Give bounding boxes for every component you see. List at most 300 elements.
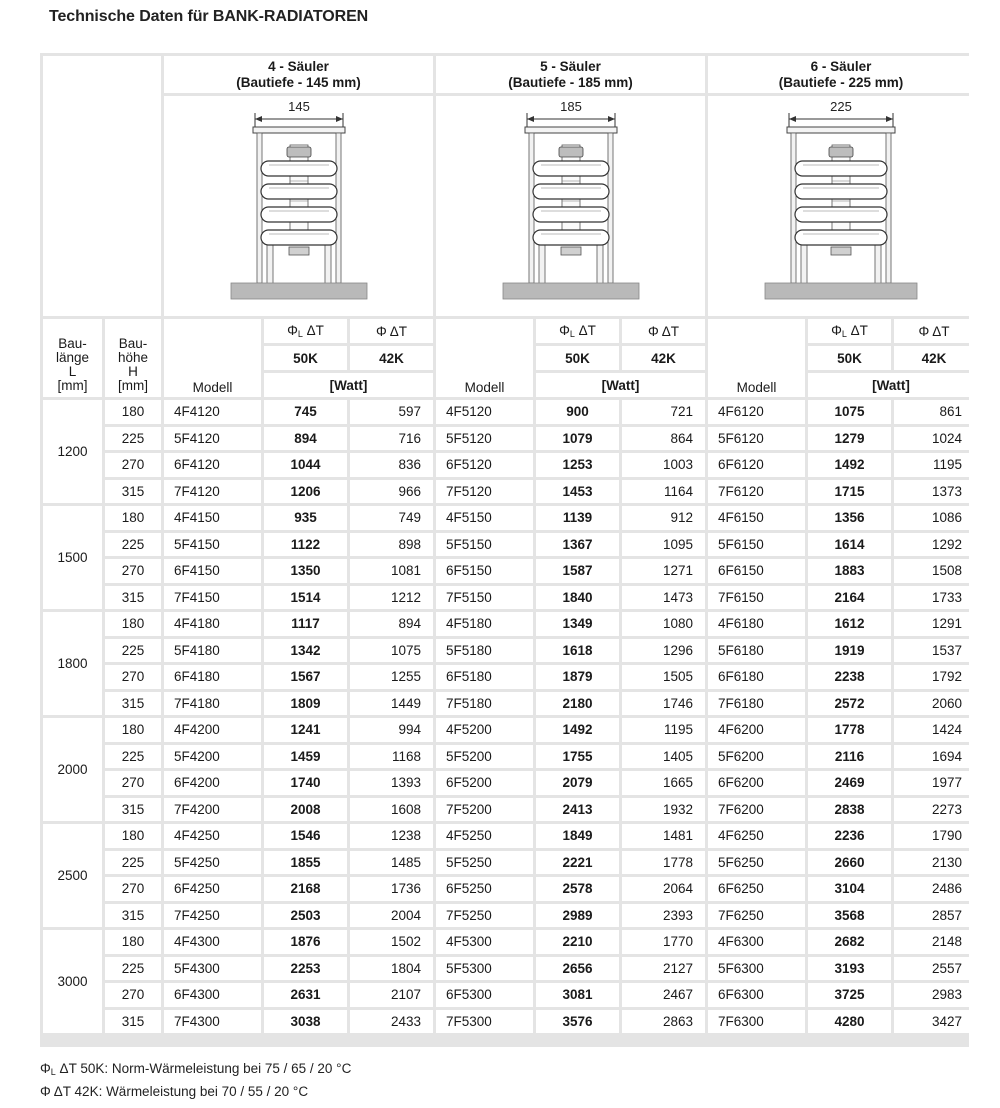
table-row [43, 798, 974, 822]
phi-l-50k-cell: 1740 [264, 771, 347, 795]
model-cell: 5F4250 [164, 851, 261, 875]
table-row [43, 586, 974, 610]
phi-l-50k-cell: 2164 [808, 586, 891, 610]
phi-42k-cell: 1164 [622, 480, 705, 504]
phi-l-50k-cell: 2660 [808, 851, 891, 875]
model-cell: 6F6120 [708, 453, 805, 477]
model-cell: 5F6150 [708, 533, 805, 557]
phi-42k-cell: 1296 [622, 639, 705, 663]
phi-42k-cell: 1238 [350, 824, 433, 848]
phi-42k-cell: 898 [350, 533, 433, 557]
phi-l-header: $\Phi_L$ ΔT [264, 319, 347, 343]
model-cell: 4F5200 [436, 718, 533, 742]
phi-l-50k-cell: 1079 [536, 427, 619, 451]
phi-l-50k-cell: 1883 [808, 559, 891, 583]
page-title: Technische Daten für BANK-RADIATOREN [49, 8, 369, 25]
phi-l-50k-cell: 3568 [808, 904, 891, 928]
phi-l-50k-cell: 894 [264, 427, 347, 451]
dt-42k-header: 42K [622, 346, 705, 370]
phi-l-50k-cell: 1514 [264, 586, 347, 610]
model-cell: 4F5250 [436, 824, 533, 848]
phi-l-50k-cell: 2253 [264, 957, 347, 981]
table-row [43, 851, 974, 875]
model-cell: 4F4150 [164, 506, 261, 530]
phi-header: Φ ΔT [350, 319, 433, 343]
phi-42k-cell: 1393 [350, 771, 433, 795]
phi-42k-cell: 836 [350, 453, 433, 477]
phi-l-50k-cell: 2503 [264, 904, 347, 928]
depth-dimension-label: 185 [559, 99, 582, 114]
model-cell: 7F4250 [164, 904, 261, 928]
phi-42k-cell: 864 [622, 427, 705, 451]
model-cell: 7F6180 [708, 692, 805, 716]
height-cell: 315 [105, 480, 161, 504]
model-cell: 6F5250 [436, 877, 533, 901]
phi-42k-cell: 1608 [350, 798, 433, 822]
length-cell: 2000 [43, 718, 102, 821]
phi-l-50k-cell: 1139 [536, 506, 619, 530]
phi-l-50k-cell: 2413 [536, 798, 619, 822]
table-row [43, 718, 974, 742]
phi-42k-cell: 2130 [894, 851, 974, 875]
height-cell: 225 [105, 957, 161, 981]
model-cell: 6F5300 [436, 983, 533, 1007]
length-cell: 1500 [43, 506, 102, 609]
phi-42k-cell: 2857 [894, 904, 974, 928]
phi-l-50k-cell: 1840 [536, 586, 619, 610]
model-cell: 7F4200 [164, 798, 261, 822]
phi-l-50k-cell: 1715 [808, 480, 891, 504]
phi-42k-cell: 2148 [894, 930, 974, 954]
table-row [43, 771, 974, 795]
model-cell: 7F6300 [708, 1010, 805, 1034]
table-row [43, 612, 974, 636]
model-cell: 4F5180 [436, 612, 533, 636]
phi-l-50k-cell: 1253 [536, 453, 619, 477]
model-cell: 5F4150 [164, 533, 261, 557]
height-cell: 315 [105, 904, 161, 928]
phi-42k-cell: 861 [894, 400, 974, 424]
phi-l-50k-cell: 1546 [264, 824, 347, 848]
phi-l-50k-cell: 2989 [536, 904, 619, 928]
model-cell: 6F6180 [708, 665, 805, 689]
model-cell: 7F4150 [164, 586, 261, 610]
model-cell: 6F5200 [436, 771, 533, 795]
phi-l-50k-cell: 3038 [264, 1010, 347, 1034]
phi-42k-cell: 2433 [350, 1010, 433, 1034]
phi-l-50k-cell: 1279 [808, 427, 891, 451]
height-cell: 180 [105, 612, 161, 636]
height-cell: 315 [105, 1010, 161, 1034]
phi-l-50k-cell: 2682 [808, 930, 891, 954]
phi-l-50k-cell: 2210 [536, 930, 619, 954]
phi-42k-cell: 1424 [894, 718, 974, 742]
phi-l-50k-cell: 3193 [808, 957, 891, 981]
phi-42k-cell: 3427 [894, 1010, 974, 1034]
model-cell: 4F5150 [436, 506, 533, 530]
phi-42k-cell: 966 [350, 480, 433, 504]
corner-cell [43, 56, 161, 316]
watt-unit-header: [Watt] [808, 373, 974, 397]
phi-l-50k-cell: 1849 [536, 824, 619, 848]
phi-l-50k-cell: 1614 [808, 533, 891, 557]
height-cell: 270 [105, 559, 161, 583]
phi-42k-cell: 2486 [894, 877, 974, 901]
dt-42k-header: 42K [350, 346, 433, 370]
group-header-5: 5 - Säuler (Bautiefe - 185 mm) [436, 56, 705, 93]
phi-42k-cell: 1168 [350, 745, 433, 769]
phi-42k-cell: 1080 [622, 612, 705, 636]
table-row [43, 427, 974, 451]
model-cell: 4F6300 [708, 930, 805, 954]
phi-l-50k-cell: 1453 [536, 480, 619, 504]
phi-l-50k-cell: 1117 [264, 612, 347, 636]
height-cell: 270 [105, 771, 161, 795]
phi-l-50k-cell: 2116 [808, 745, 891, 769]
phi-l-50k-cell: 1459 [264, 745, 347, 769]
phi-42k-cell: 1212 [350, 586, 433, 610]
phi-l-50k-cell: 1755 [536, 745, 619, 769]
model-cell: 4F6150 [708, 506, 805, 530]
table-row [43, 824, 974, 848]
phi-42k-cell: 1086 [894, 506, 974, 530]
model-cell: 7F6150 [708, 586, 805, 610]
height-cell: 270 [105, 665, 161, 689]
model-cell: 6F5120 [436, 453, 533, 477]
model-cell: 5F4200 [164, 745, 261, 769]
phi-l-50k-cell: 2238 [808, 665, 891, 689]
phi-42k-cell: 2004 [350, 904, 433, 928]
model-cell: 5F6120 [708, 427, 805, 451]
phi-l-50k-cell: 2168 [264, 877, 347, 901]
phi-l-50k-cell: 2180 [536, 692, 619, 716]
phi-42k-cell: 1770 [622, 930, 705, 954]
radiator-diagram-6 [708, 96, 974, 316]
phi-42k-cell: 2127 [622, 957, 705, 981]
phi-42k-cell: 1473 [622, 586, 705, 610]
table-row [43, 665, 974, 689]
phi-l-50k-cell: 2838 [808, 798, 891, 822]
phi-l-50k-cell: 2236 [808, 824, 891, 848]
phi-42k-cell: 2557 [894, 957, 974, 981]
phi-l-50k-cell: 1567 [264, 665, 347, 689]
model-cell: 5F6200 [708, 745, 805, 769]
model-cell: 5F6300 [708, 957, 805, 981]
group-header-6: 6 - Säuler (Bautiefe - 225 mm) [708, 56, 974, 93]
phi-42k-cell: 1449 [350, 692, 433, 716]
phi-l-50k-cell: 1492 [808, 453, 891, 477]
height-cell: 315 [105, 692, 161, 716]
model-cell: 7F4120 [164, 480, 261, 504]
table-row [43, 930, 974, 954]
footnote-1: $\Phi_L$ ΔT 50K: Norm-Wärmeleistung bei 75 / 65 / 20 °C [40, 1061, 352, 1077]
phi-42k-cell: 1792 [894, 665, 974, 689]
phi-42k-cell: 1195 [622, 718, 705, 742]
phi-42k-cell: 1804 [350, 957, 433, 981]
phi-l-50k-cell: 1612 [808, 612, 891, 636]
phi-l-50k-cell: 1044 [264, 453, 347, 477]
phi-42k-cell: 2393 [622, 904, 705, 928]
model-cell: 4F6120 [708, 400, 805, 424]
model-cell: 6F6200 [708, 771, 805, 795]
model-cell: 6F4180 [164, 665, 261, 689]
model-cell: 7F5250 [436, 904, 533, 928]
model-cell: 7F6200 [708, 798, 805, 822]
phi-42k-cell: 1778 [622, 851, 705, 875]
phi-l-50k-cell: 935 [264, 506, 347, 530]
model-cell: 6F6300 [708, 983, 805, 1007]
height-cell: 225 [105, 639, 161, 663]
model-cell: 5F4120 [164, 427, 261, 451]
height-cell: 270 [105, 877, 161, 901]
model-cell: 7F4180 [164, 692, 261, 716]
phi-l-50k-cell: 2079 [536, 771, 619, 795]
phi-42k-cell: 1746 [622, 692, 705, 716]
phi-42k-cell: 2863 [622, 1010, 705, 1034]
phi-42k-cell: 1977 [894, 771, 974, 795]
height-cell: 270 [105, 453, 161, 477]
phi-42k-cell: 1508 [894, 559, 974, 583]
phi-42k-cell: 1405 [622, 745, 705, 769]
model-header-6: Modell [708, 319, 805, 397]
phi-42k-cell: 1736 [350, 877, 433, 901]
radiator-diagram-5 [436, 96, 705, 316]
height-cell: 225 [105, 533, 161, 557]
height-cell: 180 [105, 824, 161, 848]
model-cell: 4F6180 [708, 612, 805, 636]
phi-l-50k-cell: 3725 [808, 983, 891, 1007]
model-cell: 5F6180 [708, 639, 805, 663]
model-cell: 7F5120 [436, 480, 533, 504]
phi-42k-cell: 2273 [894, 798, 974, 822]
phi-l-50k-cell: 1367 [536, 533, 619, 557]
phi-42k-cell: 912 [622, 506, 705, 530]
model-cell: 4F4300 [164, 930, 261, 954]
phi-l-header: $\Phi_L$ ΔT [536, 319, 619, 343]
model-cell: 4F5300 [436, 930, 533, 954]
phi-l-50k-cell: 1349 [536, 612, 619, 636]
phi-l-50k-cell: 4280 [808, 1010, 891, 1034]
phi-l-50k-cell: 1342 [264, 639, 347, 663]
phi-l-50k-cell: 1876 [264, 930, 347, 954]
phi-42k-cell: 2107 [350, 983, 433, 1007]
phi-l-50k-cell: 1855 [264, 851, 347, 875]
phi-42k-cell: 1291 [894, 612, 974, 636]
model-cell: 6F4150 [164, 559, 261, 583]
phi-42k-cell: 1373 [894, 480, 974, 504]
model-cell: 4F5120 [436, 400, 533, 424]
height-cell: 315 [105, 798, 161, 822]
footnote-2: Φ ΔT 42K: Wärmeleistung bei 70 / 55 / 20 °C [40, 1084, 309, 1099]
phi-l-50k-cell: 2578 [536, 877, 619, 901]
model-cell: 5F5120 [436, 427, 533, 451]
phi-42k-cell: 1733 [894, 586, 974, 610]
model-cell: 5F5150 [436, 533, 533, 557]
phi-42k-cell: 1502 [350, 930, 433, 954]
model-cell: 5F5300 [436, 957, 533, 981]
table-row [43, 400, 974, 424]
model-cell: 4F4200 [164, 718, 261, 742]
model-header-5: Modell [436, 319, 533, 397]
phi-l-50k-cell: 1492 [536, 718, 619, 742]
height-header: Bau- höhe H [mm] [105, 319, 161, 397]
phi-l-50k-cell: 1356 [808, 506, 891, 530]
phi-42k-cell: 1932 [622, 798, 705, 822]
table-row [43, 559, 974, 583]
phi-42k-cell: 1537 [894, 639, 974, 663]
model-cell: 6F6150 [708, 559, 805, 583]
model-cell: 7F6250 [708, 904, 805, 928]
phi-42k-cell: 1195 [894, 453, 974, 477]
height-cell: 180 [105, 718, 161, 742]
phi-l-50k-cell: 2469 [808, 771, 891, 795]
model-cell: 6F5150 [436, 559, 533, 583]
phi-l-50k-cell: 1778 [808, 718, 891, 742]
dt-50k-header: 50K [808, 346, 891, 370]
phi-42k-cell: 1003 [622, 453, 705, 477]
phi-42k-cell: 1505 [622, 665, 705, 689]
phi-l-50k-cell: 1241 [264, 718, 347, 742]
phi-l-50k-cell: 1618 [536, 639, 619, 663]
phi-42k-cell: 1081 [350, 559, 433, 583]
table-row [43, 533, 974, 557]
phi-l-50k-cell: 1206 [264, 480, 347, 504]
model-cell: 7F5180 [436, 692, 533, 716]
length-cell: 1800 [43, 612, 102, 715]
table-row [43, 639, 974, 663]
height-cell: 225 [105, 745, 161, 769]
table-row [43, 957, 974, 981]
phi-l-50k-cell: 745 [264, 400, 347, 424]
model-cell: 5F4300 [164, 957, 261, 981]
table-row [43, 904, 974, 928]
phi-42k-cell: 994 [350, 718, 433, 742]
phi-header: Φ ΔT [894, 319, 974, 343]
height-cell: 180 [105, 930, 161, 954]
phi-l-50k-cell: 1809 [264, 692, 347, 716]
length-cell: 2500 [43, 824, 102, 927]
dt-42k-header: 42K [894, 346, 974, 370]
phi-42k-cell: 1024 [894, 427, 974, 451]
height-cell: 180 [105, 506, 161, 530]
model-cell: 5F4180 [164, 639, 261, 663]
group-header-4: 4 - Säuler (Bautiefe - 145 mm) [164, 56, 433, 93]
model-cell: 6F5180 [436, 665, 533, 689]
length-cell: 1200 [43, 400, 102, 503]
model-header-4: Modell [164, 319, 261, 397]
phi-42k-cell: 1095 [622, 533, 705, 557]
phi-42k-cell: 1292 [894, 533, 974, 557]
phi-l-50k-cell: 3081 [536, 983, 619, 1007]
model-cell: 6F4120 [164, 453, 261, 477]
phi-42k-cell: 1271 [622, 559, 705, 583]
watt-unit-header: [Watt] [264, 373, 433, 397]
phi-42k-cell: 1075 [350, 639, 433, 663]
model-cell: 4F4250 [164, 824, 261, 848]
table-row [43, 480, 974, 504]
phi-l-50k-cell: 1350 [264, 559, 347, 583]
model-cell: 7F4300 [164, 1010, 261, 1034]
phi-l-50k-cell: 3104 [808, 877, 891, 901]
phi-42k-cell: 1665 [622, 771, 705, 795]
table-row [43, 877, 974, 901]
phi-42k-cell: 1481 [622, 824, 705, 848]
phi-l-50k-cell: 2008 [264, 798, 347, 822]
model-cell: 5F5180 [436, 639, 533, 663]
phi-42k-cell: 1255 [350, 665, 433, 689]
table-row [43, 453, 974, 477]
phi-42k-cell: 749 [350, 506, 433, 530]
phi-42k-cell: 2064 [622, 877, 705, 901]
model-cell: 7F6120 [708, 480, 805, 504]
length-header: Bau- länge L [mm] [43, 319, 102, 397]
phi-42k-cell: 1790 [894, 824, 974, 848]
phi-42k-cell: 1485 [350, 851, 433, 875]
model-cell: 5F6250 [708, 851, 805, 875]
phi-header: Φ ΔT [622, 319, 705, 343]
length-cell: 3000 [43, 930, 102, 1033]
height-cell: 270 [105, 983, 161, 1007]
phi-l-header: $\Phi_L$ ΔT [808, 319, 891, 343]
phi-l-50k-cell: 1122 [264, 533, 347, 557]
height-cell: 225 [105, 851, 161, 875]
depth-dimension-label: 225 [830, 99, 852, 114]
table-row [43, 983, 974, 1007]
phi-l-50k-cell: 3576 [536, 1010, 619, 1034]
model-cell: 7F5150 [436, 586, 533, 610]
model-cell: 5F5250 [436, 851, 533, 875]
phi-l-50k-cell: 1587 [536, 559, 619, 583]
model-cell: 4F6200 [708, 718, 805, 742]
phi-42k-cell: 597 [350, 400, 433, 424]
dt-50k-header: 50K [264, 346, 347, 370]
phi-42k-cell: 721 [622, 400, 705, 424]
table-row [43, 506, 974, 530]
model-cell: 6F4250 [164, 877, 261, 901]
model-cell: 4F4120 [164, 400, 261, 424]
phi-l-50k-cell: 900 [536, 400, 619, 424]
phi-l-50k-cell: 2572 [808, 692, 891, 716]
model-cell: 6F4300 [164, 983, 261, 1007]
phi-l-50k-cell: 1075 [808, 400, 891, 424]
model-cell: 5F5200 [436, 745, 533, 769]
model-cell: 7F5300 [436, 1010, 533, 1034]
phi-42k-cell: 2983 [894, 983, 974, 1007]
phi-42k-cell: 1694 [894, 745, 974, 769]
model-cell: 6F4200 [164, 771, 261, 795]
depth-dimension-label: 145 [287, 99, 310, 114]
model-cell: 4F4180 [164, 612, 261, 636]
phi-42k-cell: 716 [350, 427, 433, 451]
watt-unit-header: [Watt] [536, 373, 705, 397]
phi-l-50k-cell: 2221 [536, 851, 619, 875]
table-row [43, 692, 974, 716]
model-cell: 4F6250 [708, 824, 805, 848]
phi-l-50k-cell: 2631 [264, 983, 347, 1007]
height-cell: 225 [105, 427, 161, 451]
radiator-diagram-4 [164, 96, 433, 316]
model-cell: 7F5200 [436, 798, 533, 822]
table-row [43, 745, 974, 769]
phi-42k-cell: 2060 [894, 692, 974, 716]
dt-50k-header: 50K [536, 346, 619, 370]
model-cell: 6F6250 [708, 877, 805, 901]
phi-42k-cell: 2467 [622, 983, 705, 1007]
radiator-data-table [40, 53, 977, 1036]
phi-l-50k-cell: 1879 [536, 665, 619, 689]
phi-l-50k-cell: 1919 [808, 639, 891, 663]
phi-42k-cell: 894 [350, 612, 433, 636]
